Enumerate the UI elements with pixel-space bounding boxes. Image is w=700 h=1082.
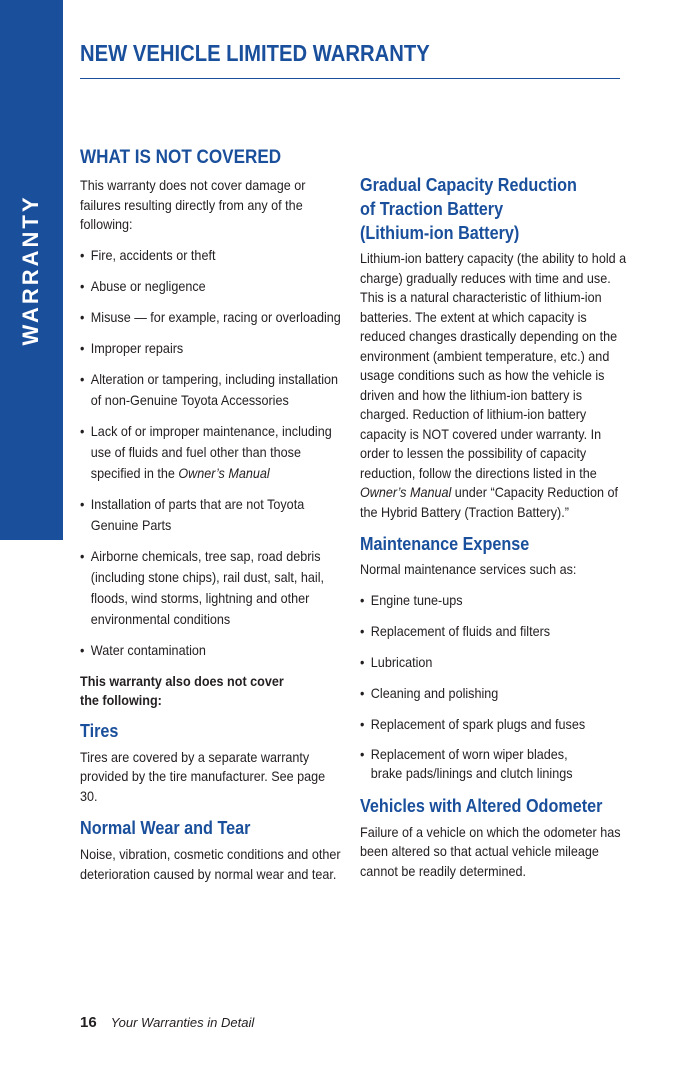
page-title: NEW VEHICLE LIMITED WARRANTY [80, 40, 430, 66]
bullet-icon: • [360, 684, 365, 701]
maintenance-heading: Maintenance Expense [360, 534, 530, 554]
battery-heading-line: (Lithium-ion Battery) [360, 223, 520, 243]
bullet-icon: • [80, 370, 85, 387]
list-item [360, 652, 632, 673]
battery-heading-line: of Traction Battery [360, 199, 504, 219]
maintenance-intro: Normal maintenance services such as: [360, 561, 577, 577]
list-item-text: Airborne chemicals, tree sap, road debris (including stone chips), rail dust, salt, hail, floods, wind storms, lightning and other environmental conditions [90, 547, 325, 627]
list-item-text: Replacement of fluids and filters [370, 622, 551, 639]
list-item-text: Water contamination [90, 641, 206, 658]
list-item-text: Lubrication [370, 653, 433, 670]
footer-text: Your Warranties in Detail [110, 1015, 255, 1030]
bullet-icon: • [360, 745, 365, 762]
bullet-icon: • [360, 653, 365, 670]
list-item-text: Fire, accidents or theft [90, 246, 216, 263]
list-item-text: Improper repairs [90, 339, 184, 356]
side-tab-label: WARRANTY [18, 194, 43, 346]
list-item-text: Alteration or tampering, including installation of non-Genuine Toyota Accessories [90, 370, 339, 408]
list-item [360, 683, 632, 704]
bullet-icon: • [80, 246, 85, 263]
left-column [80, 146, 342, 884]
list-item [360, 590, 632, 611]
list-item-text: Cleaning and polishing [370, 684, 499, 701]
side-tab [0, 0, 63, 540]
list-item [360, 714, 632, 735]
page-number: 16 [80, 1014, 97, 1031]
tires-heading: Tires [80, 720, 119, 741]
page-footer [80, 1014, 254, 1031]
not-covered-intro: This warranty does not cover damage or failures resulting directly from any of the following: [80, 177, 306, 232]
list-item-text: Engine tune-ups [370, 591, 463, 608]
bullet-icon: • [80, 339, 85, 356]
also-not-cover-note: This warranty also does not cover the following: [80, 672, 284, 708]
list-item-text: Installation of parts that are not Toyota Genuine Parts [90, 495, 305, 533]
list-item [80, 546, 342, 630]
bullet-icon: • [360, 715, 365, 732]
bullet-icon: • [80, 495, 85, 512]
bullet-icon: • [80, 308, 85, 325]
list-item [80, 338, 342, 359]
battery-text-main: Lithium-ion battery capacity (the ability to hold a charge) gradually reduces with time and use. This is a natural characteristic of lithium-ion batteries. The extent at which capacity is reduced changes drastically depending on the environment (ambient temperature, etc.) and usage conditions such as how the vehicle is driven and how the lithium-ion battery is charged. Reduction of lithium-ion battery capacity is NOT covered under warranty. In order to lessen the possibility of capacity reduction, follow the directions listed in the [360, 250, 627, 481]
wear-heading: Normal Wear and Tear [80, 818, 251, 838]
odometer-text: Failure of a vehicle on which the odometer has been altered so that actual vehicle mileage cannot be readily determined. [360, 823, 621, 879]
list-item-text: Replacement of worn wiper blades, brake pads/linings and clutch linings [370, 745, 573, 781]
owners-manual-ref: Owner’s Manual [360, 484, 452, 500]
bullet-icon: • [80, 641, 85, 658]
battery-heading [360, 173, 632, 245]
list-item [80, 640, 342, 661]
list-item-text: Abuse or negligence [90, 277, 206, 294]
tires-text: Tires are covered by a separate warranty provided by the tire manufacturer. See page 30. [80, 748, 326, 804]
odometer-heading: Vehicles with Altered Odometer [360, 795, 603, 816]
battery-text-tail: under “Capacity Reduction of the Hybrid Battery (Traction Battery).” [360, 484, 618, 520]
battery-text [360, 249, 632, 522]
list-item [80, 369, 342, 411]
list-item [80, 494, 342, 536]
list-item [80, 421, 342, 484]
list-item [80, 245, 342, 266]
list-item [80, 307, 342, 328]
bullet-icon: • [80, 422, 85, 439]
list-item-text: Misuse — for example, racing or overloading [90, 308, 341, 325]
right-column [360, 173, 632, 881]
not-covered-list [80, 245, 342, 661]
list-item-text: Lack of or improper maintenance, including use of fluids and fuel other than those specified in the [90, 422, 332, 481]
title-divider [80, 78, 620, 79]
list-item [360, 745, 587, 784]
owners-manual-ref: Owner’s Manual [178, 464, 270, 481]
bullet-icon: • [360, 591, 365, 608]
battery-heading-line: Gradual Capacity Reduction [360, 175, 577, 195]
maintenance-list [360, 590, 632, 784]
bullet-icon: • [80, 277, 85, 294]
list-item [80, 276, 342, 297]
wear-text: Noise, vibration, cosmetic conditions and other deterioration caused by normal wear and tear. [80, 846, 341, 882]
not-covered-heading: WHAT IS NOT COVERED [80, 147, 282, 168]
list-item [360, 621, 632, 642]
bullet-icon: • [360, 622, 365, 639]
list-item-text: Replacement of spark plugs and fuses [370, 715, 586, 732]
bullet-icon: • [80, 547, 85, 564]
